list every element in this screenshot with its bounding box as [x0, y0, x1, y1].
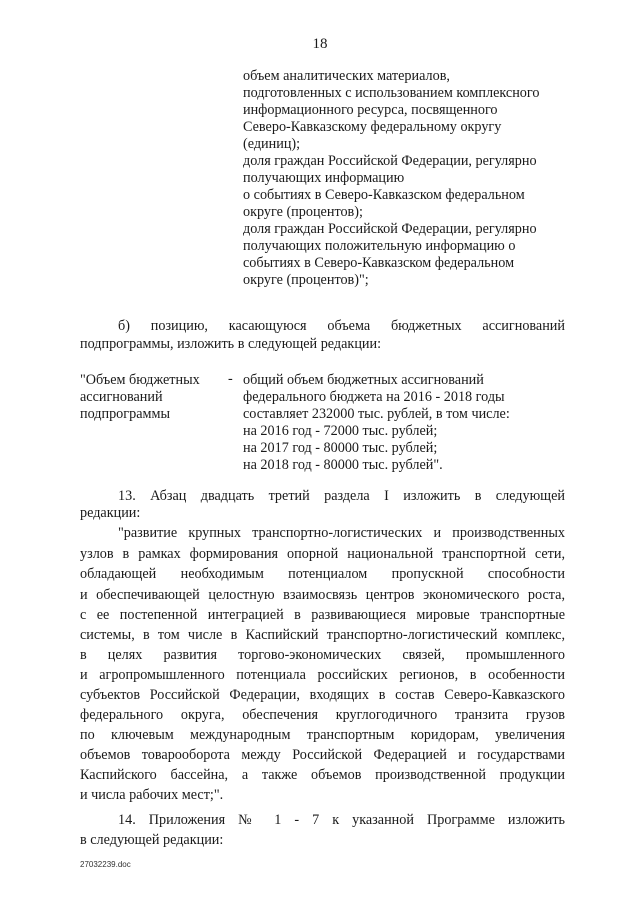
budget-value-line: составляет 232000 тыс. рублей, в том числе: [243, 406, 510, 422]
text-line: получающих информацию [243, 170, 405, 186]
footer-filename: 27032239.doc [80, 860, 131, 869]
dash-separator: - [228, 371, 233, 387]
text-line: объемов товарооборота между Российской Федерацией и государствами [80, 747, 565, 763]
text-line: по ключевым международным транспортным коридорам, увеличения [80, 727, 565, 743]
text-line: б) позицию, касающуюся объема бюджетных ассигнований [118, 318, 565, 334]
text-line: (единиц); [243, 136, 301, 152]
text-line: доля граждан Российской Федерации, регулярно [243, 153, 537, 169]
text-line: Северо-Кавказскому федеральному округу [243, 119, 502, 135]
text-line: 14. Приложения № 1 - 7 к указанной Программе изложить [118, 812, 565, 828]
budget-label-line: подпрограммы [80, 406, 170, 422]
page-number: 18 [312, 36, 328, 52]
text-line: округе (процентов); [243, 204, 363, 220]
text-line: подпрограммы, изложить в следующей редакции: [80, 336, 382, 352]
text-line: Каспийского бассейна, а также объемов производственной продукции [80, 767, 565, 783]
text-line: федерального округа, обеспечения круглогодичного транзита грузов [80, 707, 565, 723]
text-line: 13. Абзац двадцать третий раздела I изложить в следующей [118, 488, 565, 504]
text-line: и агропромышленного потенциала российских регионов, в особенности [80, 667, 565, 683]
budget-value-line: на 2016 год - 72000 тыс. рублей; [243, 423, 438, 439]
text-line: редакции: [80, 505, 141, 521]
budget-value-line: на 2017 год - 80000 тыс. рублей; [243, 440, 438, 456]
text-line: "развитие крупных транспортно-логистических и производственных [118, 525, 565, 541]
budget-label-line: ассигнований [80, 389, 163, 405]
text-line: о событиях в Северо-Кавказском федеральном [243, 187, 525, 203]
text-line: событиях в Северо-Кавказском федеральном [243, 255, 515, 271]
text-line: подготовленных с использованием комплексного [243, 85, 540, 101]
text-line: системы, в том числе в Каспийский транспортно-логистический комплекс, [80, 627, 565, 643]
text-line: доля граждан Российской Федерации, регулярно [243, 221, 537, 237]
budget-value-line: федерального бюджета на 2016 - 2018 годы [243, 389, 505, 405]
text-line: и числа рабочих мест;". [80, 787, 224, 803]
text-line: обладающей необходимым потенциалом пропускной способности [80, 566, 565, 582]
text-line: субъектов Российской Федерации, входящих в состав Северо-Кавказского [80, 687, 565, 703]
text-line: получающих положительную информацию о [243, 238, 516, 254]
text-line: узлов в рамках формирования опорной национальной транспортной сети, [80, 546, 565, 562]
text-line: в следующей редакции: [80, 832, 224, 848]
text-line: с ее постепенной интеграцией в развивающиеся мировые транспортные [80, 607, 565, 623]
text-line: округе (процентов)"; [243, 272, 369, 288]
budget-label-line: "Объем бюджетных [80, 372, 200, 388]
text-line: информационного ресурса, посвященного [243, 102, 498, 118]
budget-value-line: общий объем бюджетных ассигнований [243, 372, 484, 388]
text-line: и обеспечивающей целостную взаимосвязь центров экономического роста, [80, 587, 565, 603]
budget-value-line: на 2018 год - 80000 тыс. рублей". [243, 457, 443, 473]
text-line: объем аналитических материалов, [243, 68, 450, 84]
text-line: в целях развития торгово-экономических связей, промышленного [80, 647, 565, 663]
